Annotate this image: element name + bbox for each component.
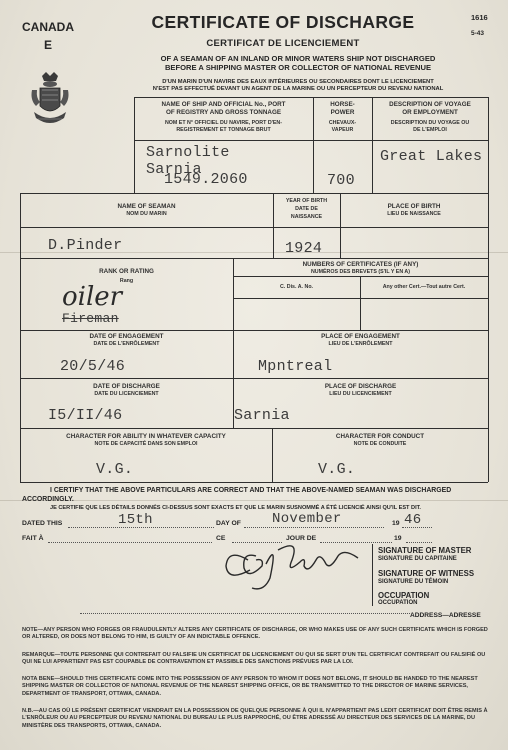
master-signature-text xyxy=(236,548,241,549)
discharge-date-value: I5/II/46 xyxy=(48,407,123,424)
horsepower-label-fr-1: CHEVAUX- xyxy=(328,120,357,126)
ability-label: CHARACTER FOR ABILITY IN WHATEVER CAPACITY xyxy=(66,433,226,440)
form-date: 5-43 xyxy=(471,30,485,37)
discharge-place-label-fr: LIEU DU LICENCIEMENT xyxy=(329,391,392,397)
ship-name-value: Sarnolite xyxy=(146,144,230,161)
voyage-value: Great Lakes xyxy=(380,148,483,165)
signature-master-label: SIGNATURE OF MASTER xyxy=(378,546,472,555)
year-prefix-fr: 19 xyxy=(394,535,402,542)
discharge-place-label: PLACE OF DISCHARGE xyxy=(324,383,397,390)
engagement-date-value: 20/5/46 xyxy=(60,358,126,375)
dated-month-value: November xyxy=(272,511,342,527)
voyage-label-fr-2: DE L'EMPLOI xyxy=(413,127,447,133)
place-of-birth-label: PLACE OF BIRTH xyxy=(387,203,441,210)
year-of-birth-value: 1924 xyxy=(285,240,323,257)
note-remarque: REMARQUE—TOUTE PERSONNE QUI CONTREFAIT OU FALSIFIE UN CERTIFICAT DE LICENCIEMENT OU QUI SE SERT D'UN TEL CERTIFICAT CONTREFAIT OU FALSIFIÉ OU QUI NE LUI APPARTIENT PAS EST COUPABLE DE CONTRAVENTION ET PASSIBLE DES SANCTIONS PRÉVUES PAR LA LOI. xyxy=(22,652,486,666)
seaman-name-label: NAME OF SEAMAN xyxy=(117,203,176,210)
voyage-label-2: OR EMPLOYMENT xyxy=(402,109,458,116)
fait-label: FAIT À xyxy=(22,535,44,542)
day-of-label: DAY OF xyxy=(216,520,241,527)
cdis-number-label: C. Dis. A. No. xyxy=(279,284,314,290)
ce-label: CE xyxy=(216,535,226,542)
official-number-value: 1549.2060 xyxy=(164,171,248,188)
signature-master-label-fr: SIGNATURE DU CAPITAINE xyxy=(378,556,457,562)
discharge-date-label-fr: DATE DU LICENCIEMENT xyxy=(94,391,159,397)
note-en: NOTE—ANY PERSON WHO FORGES OR FRAUDULENTLY ALTERS ANY CERTIFICATE OF DISCHARGE, OR WHO MAKES USE OF ANY SUCH CERTIFICATE WHICH IS FORGED OR ALTERED, OR DOES NOT BELONG TO HIM, IS GUILTY OF AN INDICTABLE OFFENCE. xyxy=(22,627,488,641)
year-of-birth-label-fr-2: NAISSANCE xyxy=(290,214,323,220)
voyage-label-1: DESCRIPTION OF VOYAGE xyxy=(389,101,471,108)
conduct-label: CHARACTER FOR CONDUCT xyxy=(335,433,425,440)
seaman-name-value: D.Pinder xyxy=(48,237,123,254)
ability-label-fr: NOTE DE CAPACITÉ DANS SON EMPLOI xyxy=(94,441,198,447)
country-label: CANADA xyxy=(22,20,74,34)
form-letter: E xyxy=(44,38,53,52)
subtitle-line2: BEFORE A SHIPPING MASTER OR COLLECTOR OF NATIONAL REVENUE xyxy=(164,63,432,72)
horsepower-label-1: HORSE- xyxy=(330,101,355,108)
certify-line1: I CERTIFY THAT THE ABOVE PARTICULARS ARE CORRECT AND THAT THE ABOVE-NAMED SEAMAN WAS xyxy=(50,487,403,494)
dated-day-value: 15th xyxy=(118,512,153,528)
horsepower-label-2: POWER xyxy=(330,109,355,116)
rank-struck-value: Fireman xyxy=(62,311,119,326)
ship-name-label-1: NAME OF SHIP AND OFFICIAL No., PORT xyxy=(161,101,286,108)
address-label: ADDRESS—ADRESSE xyxy=(410,612,481,619)
certify-statement-fr xyxy=(22,505,492,512)
certify-line2: DISCHARGED ACCORDINGLY. xyxy=(22,487,452,503)
engagement-place-value: Mpntreal xyxy=(258,358,333,375)
seaman-name-label-fr: NOM DU MARIN xyxy=(126,211,167,217)
form-number: 1616 xyxy=(471,13,488,22)
rank-label-fr: Rang xyxy=(119,278,134,284)
year-of-birth-label: YEAR OF BIRTH xyxy=(285,198,328,204)
signature-witness-label: SIGNATURE OF WITNESS xyxy=(378,569,475,578)
subtitle-line1: OF A SEAMAN OF AN INLAND OR MINOR WATERS SHIP NOT DISCHARGED xyxy=(160,54,436,63)
conduct-label-fr: NOTE DE CONDUITE xyxy=(353,441,407,447)
subtitle-fr-line2: N'EST PAS EFFECTUÉ DEVANT UN AGENT DE LA MARINE OU UN PERCEPTEUR DU REVENU NATIONAL xyxy=(152,86,444,92)
coat-of-arms-icon xyxy=(28,72,72,130)
place-of-birth-label-fr: LIEU DE NAISSANCE xyxy=(387,211,441,217)
horsepower-label-fr-2: VAPEUR xyxy=(331,127,354,133)
certificate-numbers-label: NUMBERS OF CERTIFICATES (IF ANY) xyxy=(302,261,419,268)
occupation-label: OCCUPATION xyxy=(378,591,430,600)
rank-label: RANK OR RATING xyxy=(99,268,154,275)
discharge-date-label: DATE OF DISCHARGE xyxy=(93,383,160,390)
certificate-title-fr: CERTIFICAT DE LICENCIEMENT xyxy=(206,38,360,49)
occupation-label-fr: OCCUPATION xyxy=(378,600,418,606)
ability-value: V.G. xyxy=(96,461,134,478)
subtitle-fr-line1: D'UN MARIN D'UN NAVIRE DES EAUX INTÉRIEURES OU SECONDAIRES DONT LE LICENCIEMENT xyxy=(162,79,434,85)
ship-name-label-2: OF REGISTRY AND GROSS TONNAGE xyxy=(165,109,282,116)
engagement-place-label: PLACE OF ENGAGEMENT xyxy=(321,333,400,340)
certify-line-fr2: QU'IL EST DIT. xyxy=(382,505,421,511)
jour-de-label: JOUR DE xyxy=(286,535,317,542)
engagement-date-label-fr: DATE DE L'ENRÔLEMENT xyxy=(93,341,160,347)
note-nota-bene: NOTA BENE—SHOULD THIS CERTIFICATE COME INTO THE POSSESSION OF ANY PERSON TO WHOM IT DOES NOT BELONG, IT SHOULD BE HANDED TO THE NEAREST SHIPPING MASTER OR COLLECTOR OF NATIONAL REVENUE OF THE NEAREST SHIPPING OFFICE, OR BE TRANSMITTED TO THE DIRECTOR OF MARINE SERVICES, DEPARTMENT OF TRANSPORT, OTTAWA, CANADA. xyxy=(22,676,478,697)
engagement-place-label-fr: LIEU DE L'ENRÔLEMENT xyxy=(328,341,393,347)
discharge-place-value: Sarnia xyxy=(234,407,290,424)
voyage-label-fr-1: DESCRIPTION DU VOYAGE OU xyxy=(390,120,470,126)
certify-statement xyxy=(22,487,492,504)
master-signature-scribble xyxy=(208,530,368,598)
port-of-registry-value: Sarnia xyxy=(146,161,202,178)
signature-witness-label-fr: SIGNATURE DU TÉMOIN xyxy=(378,579,449,585)
other-certificate-label: Any other Cert.—Tout autre Cert. xyxy=(382,284,466,290)
engagement-date-label: DATE OF ENGAGEMENT xyxy=(89,333,164,340)
year-of-birth-label-fr-1: DATE DE xyxy=(295,206,318,212)
ship-name-label-fr-1: NOM ET N° OFFICIEL DU NAVIRE, PORT D'EN- xyxy=(164,120,283,126)
horsepower-value: 700 xyxy=(327,172,355,189)
conduct-value: V.G. xyxy=(318,461,356,478)
dated-year-value: 46 xyxy=(404,512,422,528)
certify-line-fr1: JE CERTIFIE QUE LES DÉTAILS DONNÉS CI-DESSUS SONT EXACTS ET QUE LE MARIN SUSNOMMÉ A ÉTÉ LICENCIÉ AINSI xyxy=(50,505,381,511)
rank-handwritten-value: oiler xyxy=(62,282,123,312)
certificate-numbers-label-fr: NUMÉROS DES BREVETS (S'IL Y EN A) xyxy=(310,269,411,275)
certificate-title: CERTIFICATE OF DISCHARGE xyxy=(151,12,415,32)
dated-label: DATED THIS xyxy=(22,520,63,527)
note-nb: N.B.—AU CAS OÙ LE PRÉSENT CERTIFICAT VIENDRAIT EN LA POSSESSION DE QUELQUE PERSONNE À QUI IL N'APPARTIENT PAS LEDIT CERTIFICAT DOIT ÊTRE REMIS À L'ENRÔLEUR OU AU PERCEPTEUR DU REVENU NATIONAL DU BUREAU LE PLUS RAPPROCHÉ, OU ÊTRE ADRESSÉ AU DIRECTEUR DES SERVICES DE LA MARINE, DU MINISTÈRE DES TRANSPORTS, OTTAWA, CANADA. xyxy=(22,708,488,729)
ship-name-label-fr-2: REGISTREMENT ET TONNAGE BRUT xyxy=(176,127,271,133)
year-prefix: 19 xyxy=(392,520,400,527)
